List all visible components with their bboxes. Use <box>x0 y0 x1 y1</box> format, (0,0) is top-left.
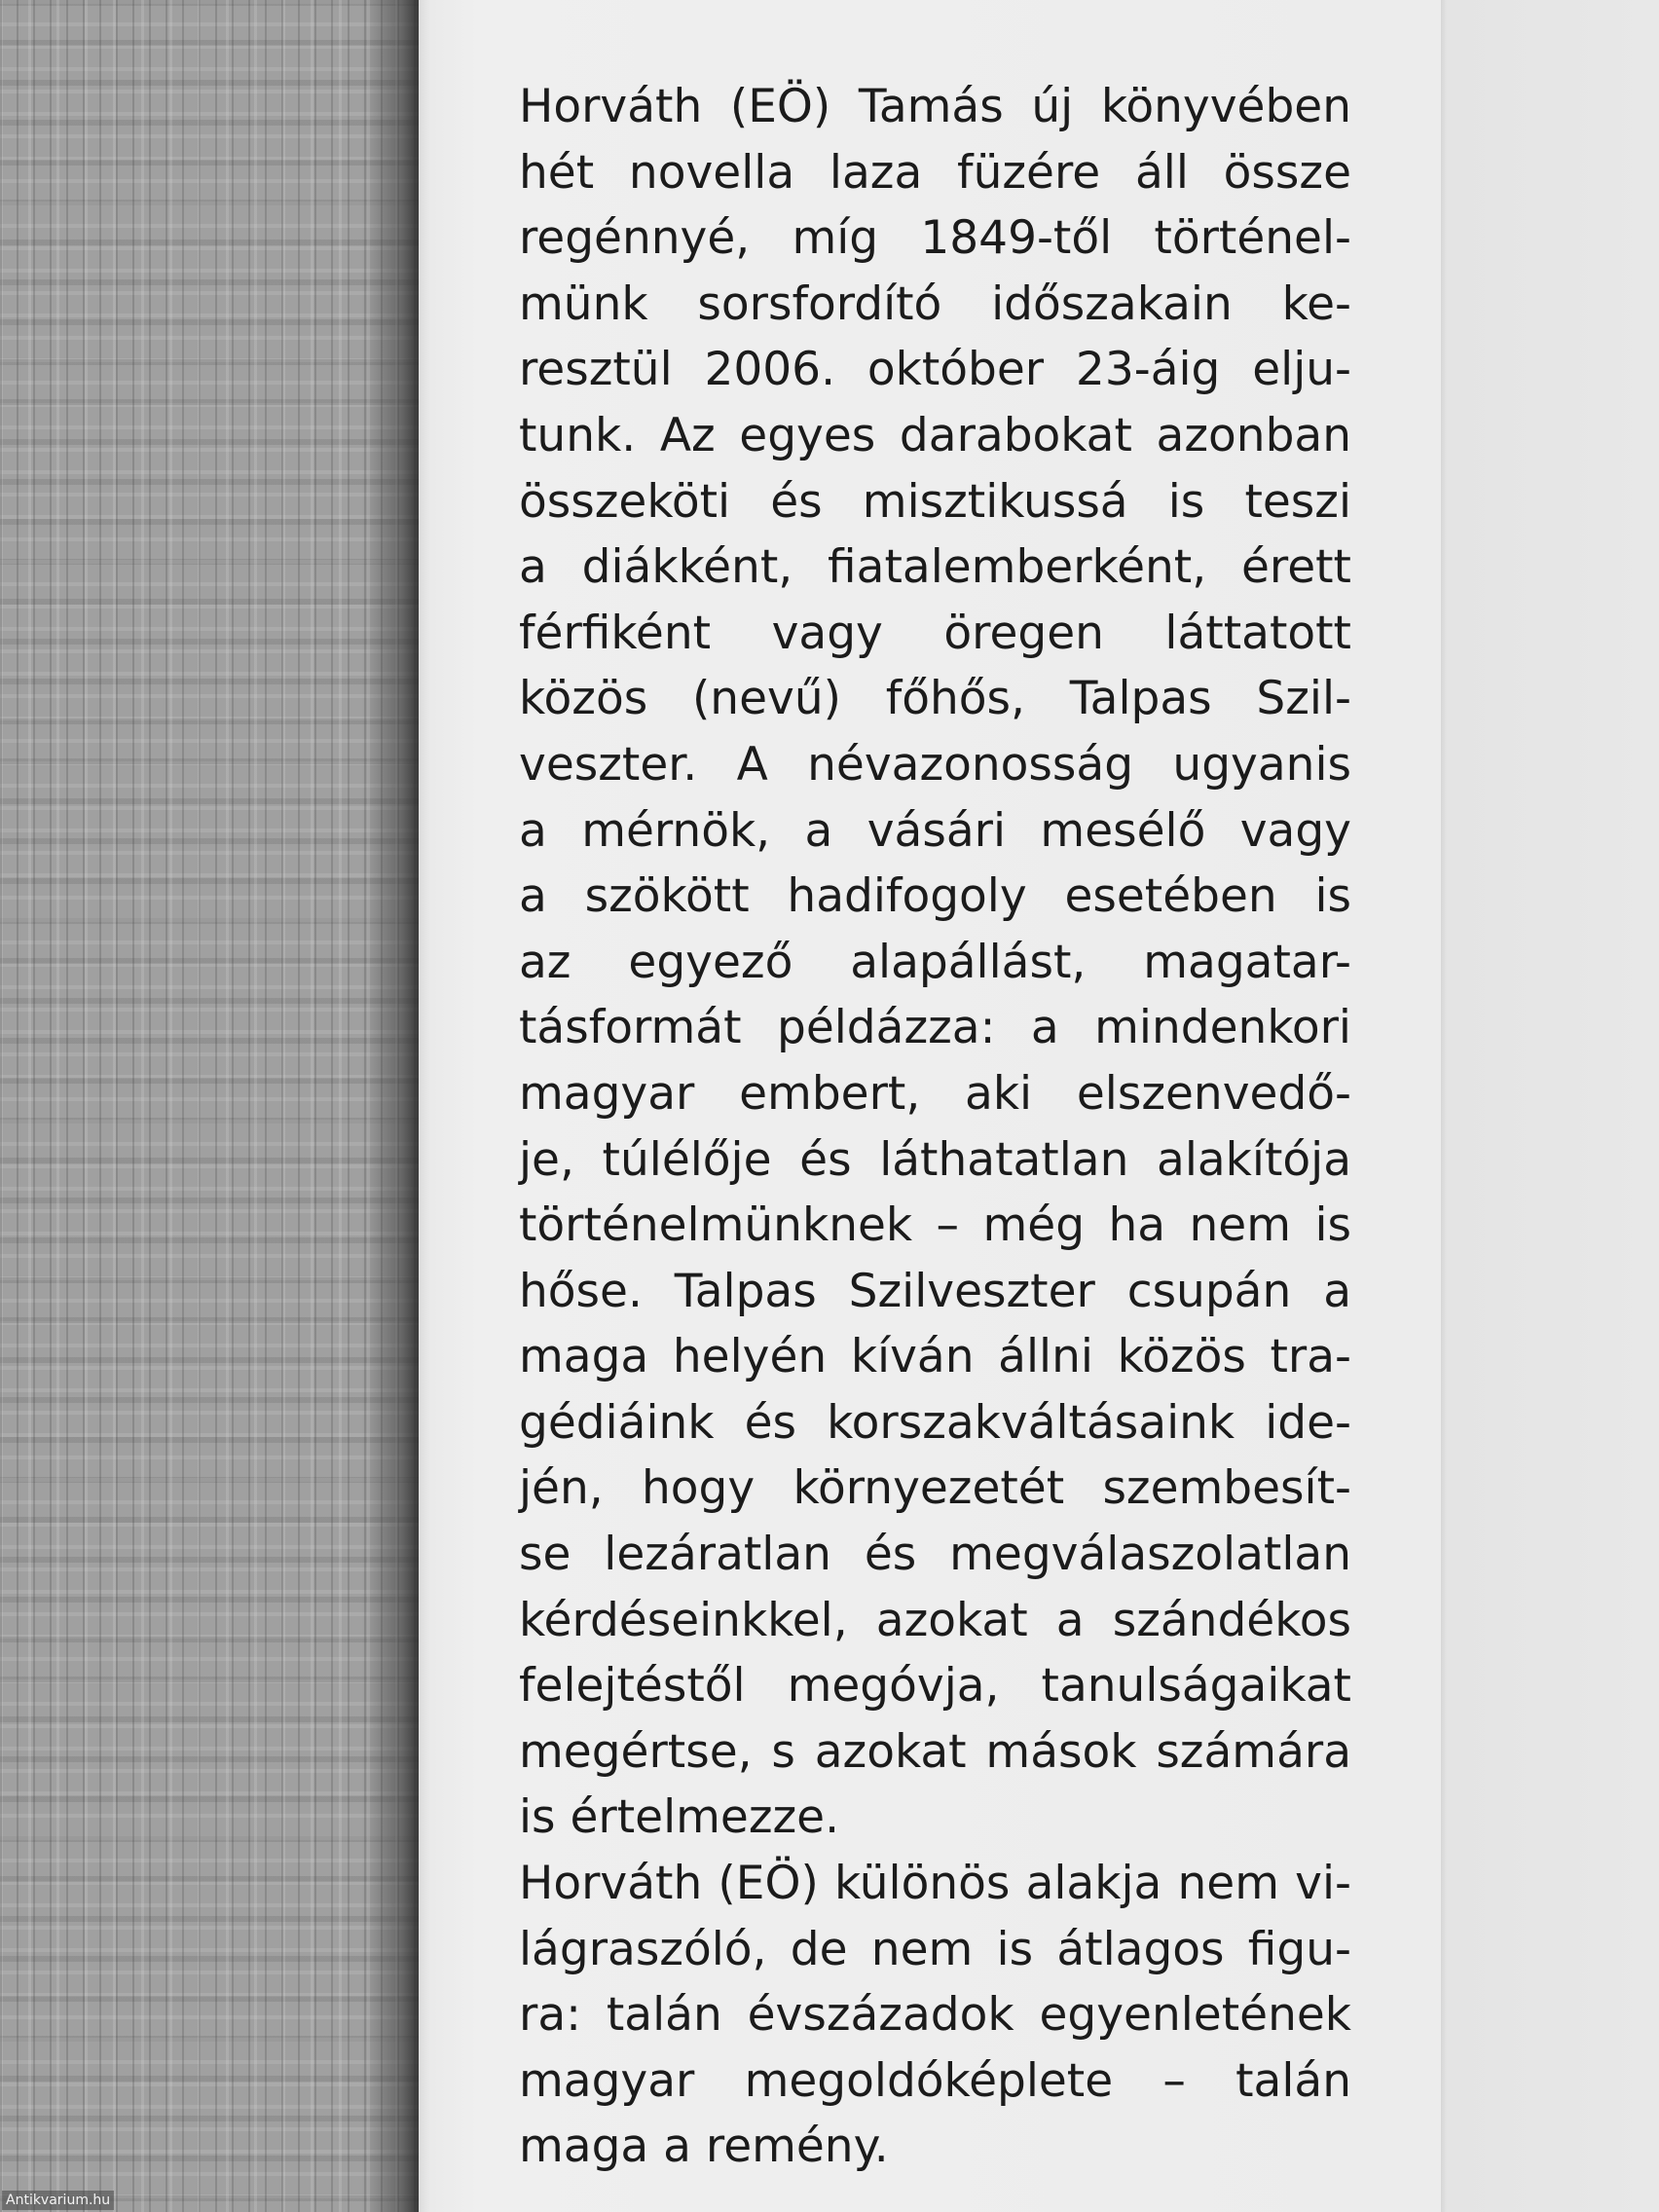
blurb-line: lágraszóló, de nem is átlagos figu- <box>519 1922 1351 1976</box>
blurb-line: felejtéstől megóvja, tanulságaikat <box>519 1659 1351 1714</box>
blurb-line: összeköti és misztikussá is teszi <box>519 474 1351 529</box>
blurb-line: megértse, s azokat mások számára <box>519 1724 1351 1779</box>
blurb-line: kérdéseinkkel, azokat a szándékos <box>519 1593 1351 1647</box>
watermark: Antikvarium.hu <box>2 2191 114 2210</box>
blurb-line: az egyező alapállást, magatar- <box>519 935 1351 989</box>
blurb-text <box>519 74 1351 2180</box>
blurb-line: hőse. Talpas Szilveszter csupán a <box>519 1264 1351 1318</box>
blurb-line: hét novella laza füzére áll össze <box>519 145 1351 200</box>
blurb-line: magyar megoldóképlete – talán <box>519 2053 1351 2108</box>
book-page-right-edge <box>1441 0 1659 2212</box>
blurb-line: a szökött hadifogoly esetében is <box>519 869 1351 924</box>
blurb-line: tunk. Az egyes darabokat azonban <box>519 408 1351 462</box>
blurb-line: történelmünknek – még ha nem is <box>519 1198 1351 1253</box>
blurb-line: Horváth (EÖ) Tamás új könyvében <box>519 80 1351 133</box>
wood-grain-background <box>0 0 419 2212</box>
blurb-line: közös (nevű) főhős, Talpas Szil- <box>519 672 1351 726</box>
blurb-final-line: maga a remény. <box>519 2120 889 2174</box>
blurb-line: ra: talán évszázadok egyenletének <box>519 1988 1351 2043</box>
blurb-line: je, túlélője és láthatatlan alakítója <box>519 1132 1351 1187</box>
blurb-paragraph-end-line: is értelmezze. <box>519 1790 840 1845</box>
blurb-line: resztül 2006. október 23-áig elju- <box>519 343 1351 397</box>
blurb-line: se lezáratlan és megválaszolatlan <box>519 1528 1351 1582</box>
blurb-line: a mérnök, a vásári mesélő vagy <box>519 803 1351 858</box>
book-edge-shadow <box>362 0 419 2212</box>
blurb-line: tásformát példázza: a mindenkori <box>519 1001 1351 1055</box>
blurb-line: münk sorsfordító időszakain ke- <box>519 276 1351 331</box>
blurb-line: regénnyé, míg 1849-től történel- <box>519 211 1351 266</box>
blurb-line: magyar embert, aki elszenvedő- <box>519 1066 1351 1121</box>
blurb-line: gédiáink és korszakváltásaink ide- <box>519 1395 1351 1450</box>
blurb-line: Horváth (EÖ) különös alakja nem vi- <box>519 1857 1351 1911</box>
blurb-line: veszter. A névazonosság ugyanis <box>519 737 1351 792</box>
blurb-line: férfiként vagy öregen láttatott <box>519 606 1351 660</box>
blurb-line: a diákként, fiatalemberként, érett <box>519 540 1351 595</box>
blurb-line: jén, hogy környezetét szembesít- <box>519 1461 1351 1516</box>
blurb-line: maga helyén kíván állni közös tra- <box>519 1330 1351 1384</box>
